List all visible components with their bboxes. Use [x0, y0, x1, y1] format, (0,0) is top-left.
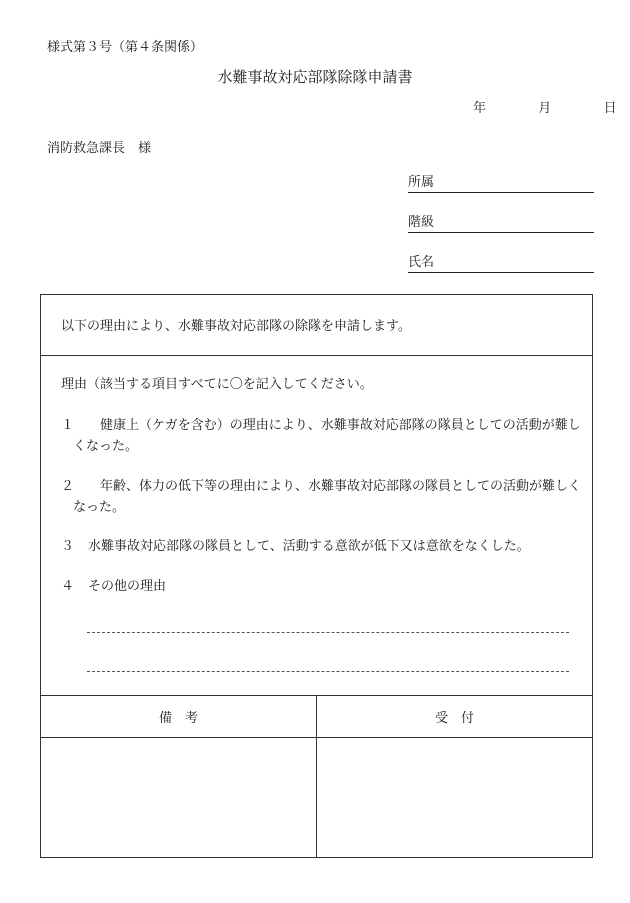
name-field[interactable] — [408, 255, 594, 273]
date-day: 日 — [603, 101, 617, 116]
remarks-header: 備 考 — [158, 711, 198, 726]
affiliation-field[interactable] — [408, 175, 594, 193]
reason-text: 年齢、体力の低下等の理由により、水難事故対応部隊の隊員としての活動が難しくなった。 — [73, 479, 582, 515]
reason-item-1[interactable] — [61, 415, 581, 457]
affiliation-label: 所属 — [408, 175, 435, 190]
reason-number: １ — [61, 418, 75, 433]
form-number: 様式第３号（第４条関係） — [47, 40, 204, 55]
reason-number: ２ — [61, 479, 75, 494]
other-reason-line-1[interactable] — [87, 632, 569, 633]
other-reason-line-2[interactable] — [87, 671, 569, 672]
addressee: 消防救急課長 様 — [47, 141, 152, 156]
rank-label: 階級 — [408, 215, 435, 230]
date-year: 年 — [473, 101, 487, 116]
date-line — [473, 97, 617, 116]
application-box — [40, 294, 593, 858]
divider — [41, 355, 592, 356]
document-title: 水難事故対応部隊除隊申請書 — [217, 68, 413, 86]
reason-text: 健康上（ケガを含む）の理由により、水難事故対応部隊の隊員としての活動が難しくなった。 — [73, 418, 581, 454]
reason-item-2[interactable] — [61, 476, 581, 518]
rank-field[interactable] — [408, 215, 594, 233]
reason-text: 水難事故対応部隊の隊員として、活動する意欲が低下又は意欲をなくした。 — [88, 539, 530, 554]
column-divider — [316, 695, 317, 857]
reason-item-4[interactable] — [61, 576, 581, 597]
reason-number: ４ — [61, 579, 75, 594]
reason-number: ３ — [61, 539, 75, 554]
reasons-heading: 理由（該当する項目すべてに〇を記入してください。 — [61, 377, 373, 392]
reason-text: その他の理由 — [88, 579, 167, 594]
reason-item-3[interactable] — [61, 536, 581, 557]
statement-text: 以下の理由により、水難事故対応部隊の除隊を申請します。 — [61, 319, 411, 334]
name-label: 氏名 — [408, 255, 435, 270]
reception-header: 受 付 — [434, 711, 474, 726]
date-month: 月 — [538, 101, 552, 116]
